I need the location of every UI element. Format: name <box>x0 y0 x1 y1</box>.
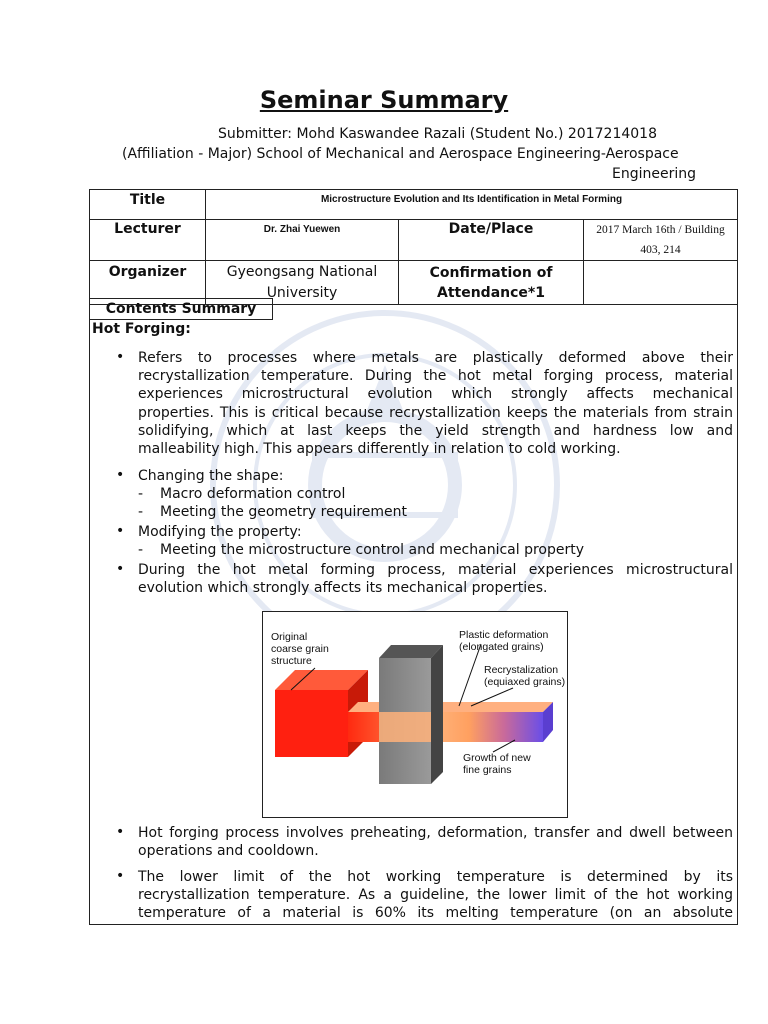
dash-icon: - <box>138 486 144 502</box>
title-value: Microstructure Evolution and Its Identification in Metal Forming <box>206 190 738 220</box>
affiliation-line-continued: Engineering <box>612 166 696 182</box>
contents-summary-header: Contents Summary <box>89 298 273 320</box>
label-plastic-deformation <box>459 629 548 653</box>
dash-icon: - <box>138 542 144 558</box>
paragraph-line: Hot forging process involves preheating, deformation, transfer and dwell between <box>138 825 733 841</box>
bullet-icon: • <box>116 523 125 539</box>
date-place-label: Date/Place <box>399 220 584 261</box>
lecturer-value: Dr. Zhai Yuewen <box>206 220 399 261</box>
bullet-icon: • <box>116 868 125 884</box>
bullet-icon: • <box>116 824 125 840</box>
label-line: Plastic deformation <box>459 629 549 641</box>
bullet-paragraph-5 <box>138 824 733 860</box>
label-recrystallization <box>484 664 565 688</box>
paragraph-line: solidifying, which at last keeps the yield strength and hardness low and <box>138 422 733 439</box>
bullet-icon: • <box>116 349 125 365</box>
label-line: Original <box>271 631 308 643</box>
dash-icon: - <box>138 504 144 520</box>
organizer-value-line2: University <box>266 285 338 301</box>
label-original-grain <box>271 631 329 667</box>
label-line: (equiaxed grains) <box>484 676 566 688</box>
paragraph-line: temperature of a material is 60% its melting temperature (on an absolute <box>138 905 733 922</box>
date-place-value-line2: 403, 214 <box>640 244 681 256</box>
bullet-paragraph-6 <box>138 868 733 923</box>
confirmation-label-line1: Confirmation of <box>429 265 553 281</box>
organizer-value-line1: Gyeongsang National <box>226 264 378 280</box>
lecturer-label: Lecturer <box>90 220 206 261</box>
paragraph-line: recrystallization temperature. As a guideline, the lower limit of the hot working <box>138 887 733 904</box>
paragraph-line: operations and cooldown. <box>138 843 319 860</box>
paragraph-line: evolution which strongly affects its mechanical properties. <box>138 580 548 597</box>
date-place-value <box>584 220 738 261</box>
sub-item-microstructure: Meeting the microstructure control and mechanical property <box>160 542 585 558</box>
label-line: fine grains <box>463 764 512 776</box>
paragraph-line: recrystallization temperature. During the hot metal forging process, material <box>138 368 733 385</box>
paragraph-line: properties. This is critical because recrystallization keeps the materials from strain <box>138 404 733 421</box>
bullet-icon: • <box>116 561 125 577</box>
bullet-changing-shape: Changing the shape: <box>138 468 284 484</box>
paragraph-line: experiences microstructural evolution which strongly affects mechanical <box>138 386 733 403</box>
hot-forging-diagram <box>262 611 568 818</box>
seminar-info-table <box>89 189 738 305</box>
paragraph-line: Refers to processes where metals are plastically deformed above their <box>138 350 733 366</box>
sub-item-geometry: Meeting the geometry requirement <box>160 504 408 520</box>
label-line: structure <box>271 655 312 667</box>
section-title: Hot Forging: <box>92 321 191 337</box>
organizer-label: Organizer <box>90 261 206 305</box>
paragraph-line: During the hot metal forming process, material experiences microstructural <box>138 562 733 578</box>
confirmation-label-line2: Attendance*1 <box>437 285 545 301</box>
paragraph-line: malleability high. This appears differently in relation to cold working. <box>138 441 621 458</box>
bullet-paragraph-4 <box>138 561 733 597</box>
affiliation-line: (Affiliation - Major) School of Mechanical and Aerospace Engineering-Aerospace <box>122 146 679 162</box>
page-title: Seminar Summary <box>259 86 509 114</box>
bullet-paragraph-1 <box>138 349 733 458</box>
label-line: Recrystalization <box>484 664 559 676</box>
submitter-line: Submitter: Mohd Kaswandee Razali (Student No.) 2017214018 <box>218 126 657 142</box>
label-line: Growth of new <box>463 752 531 764</box>
sub-item-macro-deformation: Macro deformation control <box>160 486 346 502</box>
bullet-icon: • <box>116 467 125 483</box>
paragraph-line: The lower limit of the hot working temperature is determined by its <box>138 869 733 885</box>
label-growth-fine-grains <box>463 752 531 776</box>
bullet-modifying-property: Modifying the property: <box>138 524 302 540</box>
date-place-value-line1: 2017 March 16th / Building <box>596 224 725 236</box>
label-line: coarse grain <box>271 643 329 655</box>
title-label: Title <box>90 190 206 220</box>
label-line: (elongated grains) <box>459 641 544 653</box>
